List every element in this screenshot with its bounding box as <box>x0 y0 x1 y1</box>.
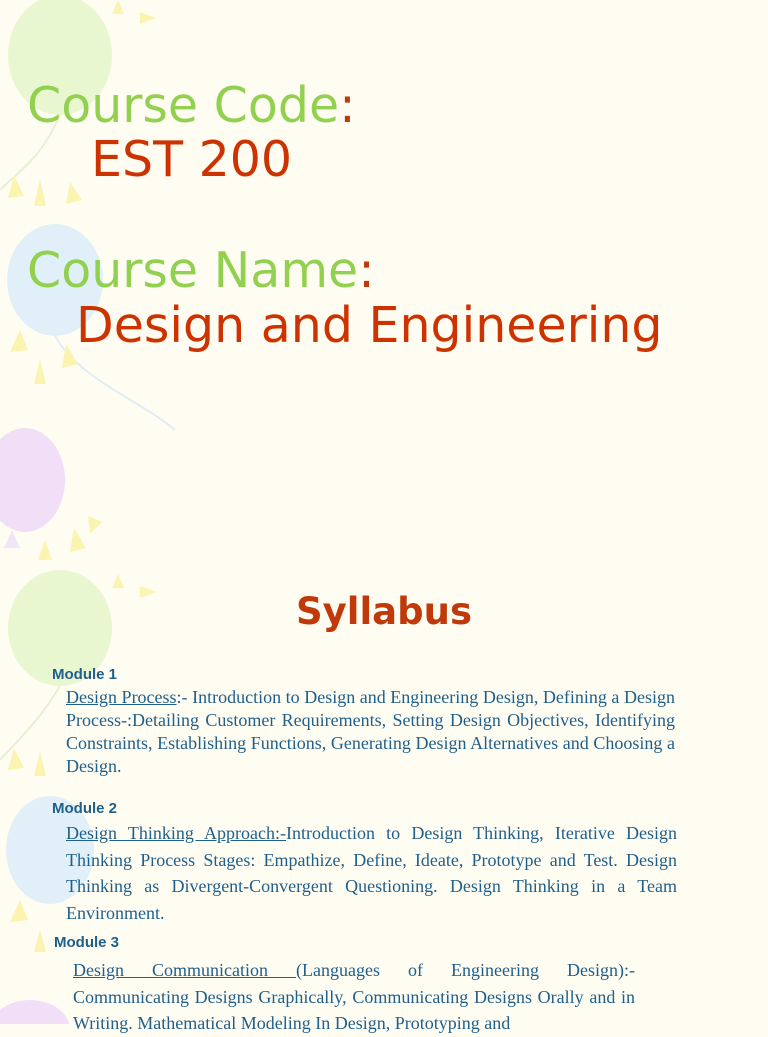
module-2-text <box>66 820 677 926</box>
module-3-heading: Module 3 <box>54 934 120 951</box>
course-name-label: Course Name <box>27 242 359 299</box>
course-code-line <box>27 78 356 134</box>
course-name-colon: : <box>358 242 375 299</box>
module-1-heading: Module 1 <box>52 666 118 683</box>
module-1-term: Design Process <box>66 687 177 707</box>
module-3-description: (Languages of Engineering Design):- Communicating Designs Graphically, Communicating Designs Orally and in Writing. Mathematical Modeling In Design, Prototyping and <box>73 960 635 1033</box>
course-code-value: EST 200 <box>91 131 293 188</box>
module-3-text <box>73 957 635 1037</box>
course-name-value: Design and Engineering <box>76 297 663 354</box>
module-1-text <box>66 686 675 778</box>
syllabus-title: Syllabus <box>296 590 472 633</box>
module-2-heading: Module 2 <box>52 800 118 817</box>
module-3-term: Design Communication <box>73 960 297 980</box>
module-1-description: :- Introduction to Design and Engineering Design, Defining a Design Process-:Detailing Customer Requirements, Setting Design Objectives, Identifying Constraints, Establishing Functions, Generating Design Alternatives and Choosing a Design. <box>66 687 675 776</box>
course-code-label: Course Code <box>27 77 340 134</box>
module-2-description: Introduction to Design Thinking, Iterative Design Thinking Process Stages: Empathize, Define, Ideate, Prototype and Test. Design Thinking as Divergent-Convergent Questioning. Design Thinking in a Team Environment. <box>66 823 677 923</box>
course-name-line <box>27 243 375 299</box>
course-code-colon: : <box>339 77 356 134</box>
module-2-term: Design Thinking Approach:- <box>66 823 286 843</box>
syllabus-slide <box>0 570 768 1033</box>
